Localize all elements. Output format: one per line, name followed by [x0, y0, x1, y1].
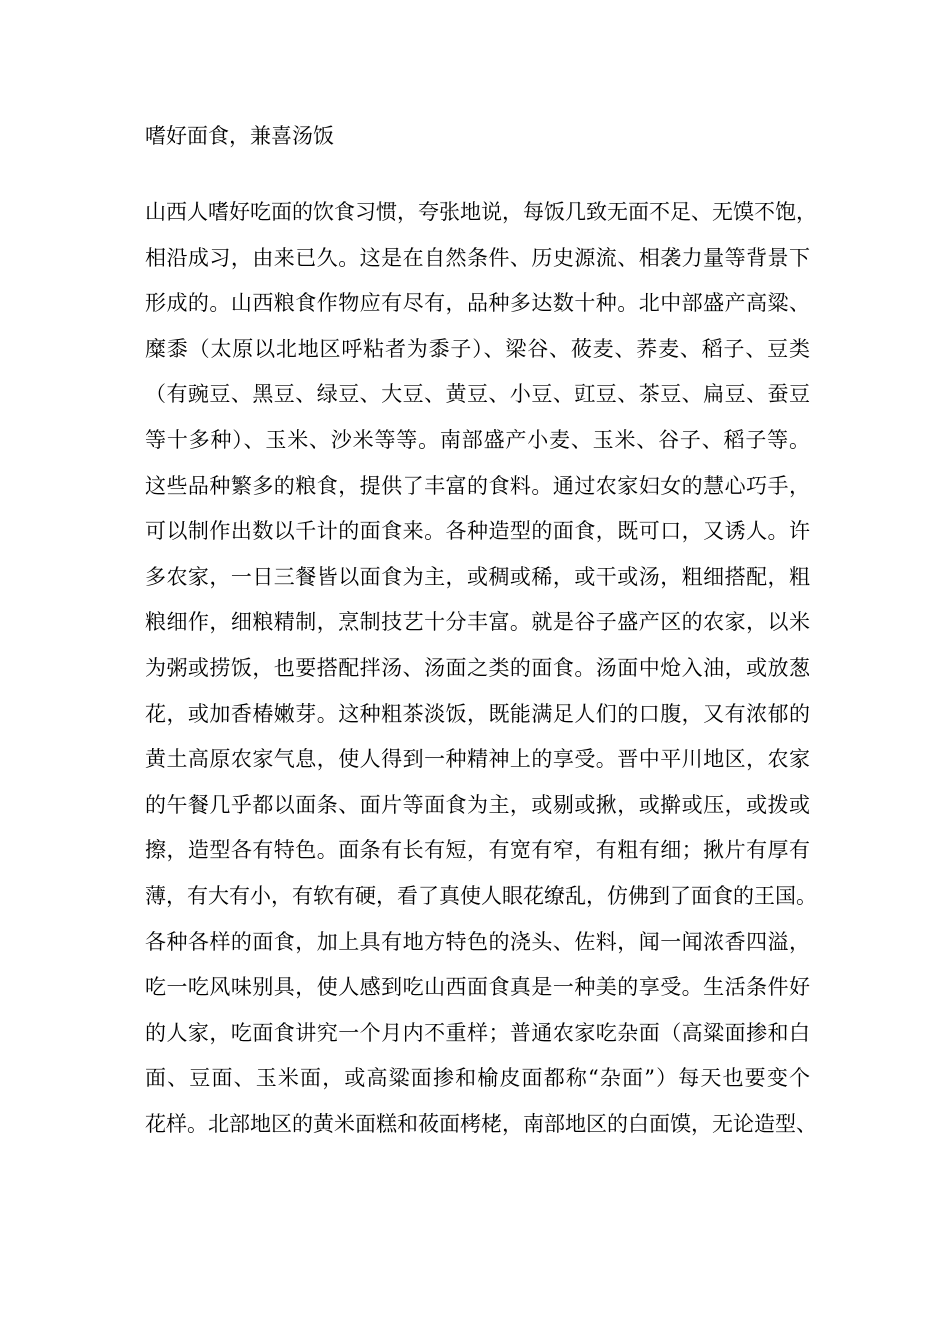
document-body: [145, 190, 817, 1147]
paragraph-line: 的午餐几乎都以面条、面片等面食为主，或剔或揪，或擀或压，或拨或: [145, 792, 810, 817]
paragraph-line: 花样。北部地区的黄米面糕和莜面栲栳，南部地区的白面馍，无论造型、: [145, 1111, 817, 1136]
paragraph-line: 花，或加香椿嫩芽。这种粗茶淡饭，既能满足人们的口腹，又有浓郁的: [145, 701, 810, 726]
paragraph-line: 形成的。山西粮食作物应有尽有，品种多达数十种。北中部盛产高粱、: [145, 291, 810, 316]
paragraph-line: 薄，有大有小，有软有硬，看了真使人眼花缭乱，仿佛到了面食的王国。: [145, 883, 817, 908]
document-title: 嗜好面食，兼喜汤饭: [145, 124, 334, 148]
paragraph-line: 为粥或捞饭，也要搭配拌汤、汤面之类的面食。汤面中炝入油，或放葱: [145, 655, 810, 680]
paragraph-line: 擦，造型各有特色。面条有长有短，有宽有窄，有粗有细；揪片有厚有: [145, 838, 810, 863]
paragraph-line: （有豌豆、黑豆、绿豆、大豆、黄豆、小豆、豇豆、茶豆、扁豆、蚕豆: [145, 382, 810, 407]
paragraph-line: 这些品种繁多的粮食，提供了丰富的食料。通过农家妇女的慧心巧手，: [145, 473, 810, 498]
paragraph-line: 糜黍（太原以北地区呼粘者为黍子）、梁谷、莜麦、荞麦、稻子、豆类: [145, 336, 810, 361]
paragraph-line: 的人家，吃面食讲究一个月内不重样；普通农家吃杂面（高粱面掺和白: [145, 1020, 810, 1045]
paragraph-line: 等十多种）、玉米、沙米等等。南部盛产小麦、玉米、谷子、稻子等。: [145, 427, 810, 452]
paragraph-line: 面、豆面、玉米面，或高粱面掺和榆皮面都称“杂面”）每天也要变个: [145, 1066, 810, 1091]
paragraph-line: 可以制作出数以千计的面食来。各种造型的面食，既可口，又诱人。许: [145, 519, 810, 544]
paragraph-line: 吃一吃风味别具，使人感到吃山西面食真是一种美的享受。生活条件好: [145, 975, 810, 1000]
paragraph-line: 山西人嗜好吃面的饮食习惯，夸张地说，每饭几致无面不足、无馍不饱，: [145, 200, 817, 224]
paragraph-line: 多农家，一日三餐皆以面食为主，或稠或稀，或干或汤，粗细搭配，粗: [145, 564, 810, 589]
paragraph-line: 黄土高原农家气息，使人得到一种精神上的享受。晋中平川地区，农家: [145, 747, 810, 772]
paragraph-line: 粮细作，细粮精制，烹制技艺十分丰富。就是谷子盛产区的农家，以米: [145, 610, 810, 635]
paragraph-line: 各种各样的面食，加上具有地方特色的浇头、佐料，闻一闻浓香四溢，: [145, 929, 810, 954]
paragraph-line: 相沿成习，由来已久。这是在自然条件、历史源流、相袭力量等背景下: [145, 245, 810, 270]
